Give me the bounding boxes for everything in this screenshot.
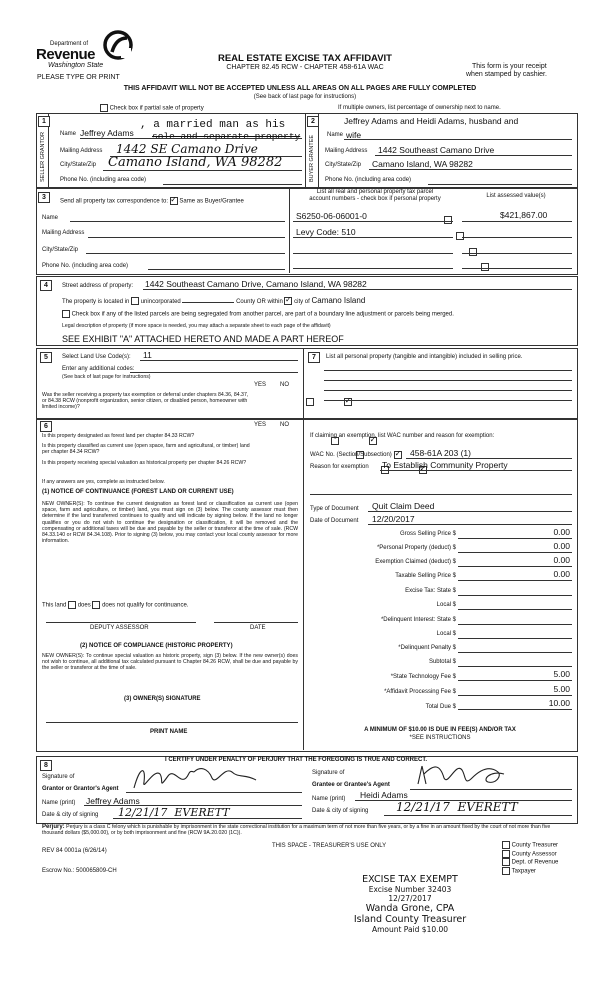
grantee-agent-label: Grantee or Grantee's Agent xyxy=(312,782,390,788)
section-5-number: 5 xyxy=(40,352,52,363)
stamp-line-4: Wanda Grone, CPA xyxy=(365,903,455,914)
stamp-line-3: 12/27/2017 xyxy=(388,894,432,903)
perjury-text: Perjury: Perjury is a class C felony which is punishable by imprisonment in the state correctional institution for a maximum term of not more than five years, or by a fine in an amount fixed by the court of not more than five thousand dollars ($5,000.00), or by both imprisonment and fine (RCW 9A.20.020 (1C)). xyxy=(42,824,551,837)
tax-value-1[interactable]: 0.00 xyxy=(553,541,570,551)
sec6-if-yes: If any answers are yes, complete as instructed below. xyxy=(42,479,165,485)
doc-date[interactable]: 12/20/2017 xyxy=(372,514,415,524)
tax-label-11: *Affidavit Processing Fee $ xyxy=(384,689,456,695)
seller-city[interactable]: Camano Island, WA 98282 xyxy=(108,155,283,170)
sec5-yes: YES xyxy=(254,382,267,388)
street-label: Street address of property: xyxy=(62,283,134,289)
copy-taxpayer: Taxpayer xyxy=(502,867,558,876)
dept-big: Revenue xyxy=(36,46,96,63)
personal-property-label: List all personal property (tangible and intangible) included in selling price. xyxy=(326,354,523,360)
grantor-name[interactable]: Jeffrey Adams xyxy=(86,796,140,806)
grantor-date-city[interactable]: 12/21/17 EVERETT xyxy=(118,806,230,819)
doc-type[interactable]: Quit Claim Deed xyxy=(372,501,435,511)
tax-label-7: Local $ xyxy=(436,631,456,637)
street-address[interactable]: 1442 Southeast Camano Drive, Camano Island, WA 98282 xyxy=(145,279,367,289)
owner-signature-label: (3) OWNER(S) SIGNATURE xyxy=(124,696,201,702)
buyer-address[interactable]: 1442 Southeast Camano Drive xyxy=(378,145,495,155)
grantee-signature xyxy=(410,760,510,790)
legal-desc-label: Legal description of property (if more space is needed, you may attach a separate sheet to each page of the affidavit) xyxy=(62,323,331,329)
please-type: PLEASE TYPE OR PRINT xyxy=(37,74,120,81)
section-2-number: 2 xyxy=(307,116,319,127)
tax-value-0[interactable]: 0.00 xyxy=(553,527,570,537)
copy-assessor: County Assessor xyxy=(502,850,558,859)
buyer-name-top[interactable]: Jeffrey Adams and Heidi Adams, husband and xyxy=(344,116,519,126)
escrow-number: 500065809-CH xyxy=(76,868,117,874)
exemption-claim: If claiming an exemption, list WAC number and reason for exemption: xyxy=(310,433,495,439)
copy-list xyxy=(502,841,558,875)
section-6-number: 6 xyxy=(40,421,52,432)
personal-property-checkbox-2[interactable] xyxy=(456,232,464,240)
grantee-date-label: Date & city of signing xyxy=(312,808,369,814)
buyer-side-label: BUYER GRANTEE xyxy=(309,134,315,182)
tax-label-10: *State Technology Fee $ xyxy=(390,674,456,680)
treasurer-stamp xyxy=(330,874,490,934)
corr-name-label: Name xyxy=(42,215,59,221)
buyer-city-label: City/State/Zip xyxy=(325,162,362,168)
treasurer-use-only: THIS SPACE - TREASURER'S USE ONLY xyxy=(272,843,387,849)
form-chapter: CHAPTER 82.45 RCW - CHAPTER 458-61A WAC xyxy=(226,64,384,71)
personal-property-checkbox-1[interactable] xyxy=(444,216,452,224)
tax-label-12: Total Due $ xyxy=(425,704,456,710)
buyer-name[interactable]: wife xyxy=(346,130,362,140)
tax-value-3[interactable]: 0.00 xyxy=(553,569,570,579)
section-7-number: 7 xyxy=(308,352,320,363)
sec6-q2-no[interactable] xyxy=(394,451,402,459)
sec6-no: NO xyxy=(280,422,289,428)
notice-1-title: (1) NOTICE OF CONTINUANCE (FOREST LAND OR CURRENT USE) xyxy=(42,489,234,495)
tax-label-2: Exemption Claimed (deduct) $ xyxy=(375,559,456,565)
stamp-line-2: Excise Number 32403 xyxy=(368,885,452,894)
see-back: (See back of last page for instructions) xyxy=(253,94,357,100)
notice-1-text: NEW OWNER(S): To continue the current designation as forest land or classification as current use (open space, farm and agriculture, or timber) land, you must sign on (3) below. The county assessor must then determine if the land transferred continues to qualify and will indicate by signing below. If the land no longer qualifies or you do not wish to continue the designation or classification, it will be removed and the compensating or additional taxes will be due and payable by the seller or transferor at the time of sale. (RCW 84.33.140 or RCW 84.34.108). Prior to signing (3) below, you may contact your local county assessor for more information. xyxy=(42,501,298,545)
grantee-name-label: Name (print) xyxy=(312,796,346,802)
grantor-name-label: Name (print) xyxy=(42,800,76,806)
tax-value-10[interactable]: 5.00 xyxy=(553,669,570,679)
copy-revenue-checkbox[interactable] xyxy=(502,858,510,866)
unincorporated-checkbox[interactable] xyxy=(131,297,139,305)
tax-label-1: *Personal Property (deduct) $ xyxy=(376,545,456,551)
seller-name[interactable]: Jeffrey Adams xyxy=(80,128,134,138)
within-city-checkbox[interactable] xyxy=(284,297,292,305)
city-name[interactable]: Camano Island xyxy=(311,296,366,305)
revenue-logo xyxy=(36,30,131,72)
sec6-q1: Is this property designated as forest land per chapter 84.33 RCW? xyxy=(42,433,195,439)
multiple-owners: If multiple owners, list percentage of ownership next to name. xyxy=(338,105,501,111)
grantee-date-city[interactable]: 12/21/17 EVERETT xyxy=(396,800,518,814)
reason-label: Reason for exemption xyxy=(310,464,369,470)
seller-side-label: SELLER GRANTOR xyxy=(40,131,46,182)
deputy-assessor: DEPUTY ASSESSOR xyxy=(90,625,149,631)
copy-taxpayer-checkbox[interactable] xyxy=(502,867,510,875)
seller-name-suffix: , a married man as his xyxy=(140,119,286,131)
levy-code[interactable]: Levy Code: 510 xyxy=(296,227,356,237)
minimum-due: A MINIMUM OF $10.00 IS DUE IN FEE(S) AND/OR TAX xyxy=(364,727,516,733)
tax-label-9: Subtotal $ xyxy=(428,659,456,665)
segregated-line: Check box if any of the listed parcels are being segregated from another parcel, are part of a boundary line adjustment or parcels being merged. xyxy=(62,310,454,319)
parcel-head-1: List all real and personal property tax parcel xyxy=(316,189,434,195)
escrow-line: Escrow No.: 500065809-CH xyxy=(42,868,117,874)
tax-label-8: *Delinquent Penalty $ xyxy=(398,645,456,651)
located-in: The property is located in unincorporated County OR within ✓ city of Camano Island xyxy=(62,297,365,306)
tax-value-11[interactable]: 5.00 xyxy=(553,684,570,694)
grantee-name[interactable]: Heidi Adams xyxy=(360,790,408,800)
partial-sale: Check box if partial sale of property xyxy=(100,104,204,113)
land-use-label: Select Land Use Code(s): xyxy=(62,354,131,360)
tax-label-3: Taxable Selling Price $ xyxy=(395,573,456,579)
land-use-code[interactable]: 11 xyxy=(143,350,152,360)
grantor-sig-label: Signature of xyxy=(42,774,75,780)
sec5-q1: Was the seller receiving a property tax exemption or deferral under chapters 84.36, 84.37, or 84.38 RCW (nonprofit organization, senior citizen, or disabled person, homeowner with limited income)? xyxy=(42,392,249,411)
parcel-1[interactable]: S6250-06-06001-0 xyxy=(296,211,367,221)
same-as-buyer-checkbox[interactable] xyxy=(170,197,178,205)
warning-line: THIS AFFIDAVIT WILL NOT BE ACCEPTED UNLESS ALL AREAS ON ALL PAGES ARE FULLY COMPLETED xyxy=(123,85,477,92)
grantor-date-label: Date & city of signing xyxy=(42,812,99,818)
land-does-not-checkbox[interactable] xyxy=(92,601,100,609)
corr-phone-label: Phone No. (including area code) xyxy=(42,263,129,269)
see-instructions: *SEE INSTRUCTIONS xyxy=(409,735,471,741)
assessed-value-1[interactable]: $421,867.00 xyxy=(500,210,548,220)
sec5-q1-no[interactable] xyxy=(344,398,352,406)
sec5-q1-yes[interactable] xyxy=(306,398,314,406)
assessor-date: DATE xyxy=(250,625,266,631)
tax-label-4: Excise Tax: State $ xyxy=(405,588,456,594)
receipt-line-1: This form is your receipt xyxy=(472,63,547,70)
copy-treasurer-checkbox[interactable] xyxy=(502,841,510,849)
seller-addr-label: Mailing Address xyxy=(60,148,103,154)
sec6-yes: YES xyxy=(254,422,267,428)
print-name-label: PRINT NAME xyxy=(150,729,188,735)
form-title: REAL ESTATE EXCISE TAX AFFIDAVIT xyxy=(217,53,392,64)
sec6-q3: Is this property receiving special valuation as historical property per chapter 84.26 RCW? xyxy=(42,460,247,466)
grantor-agent-label: Grantor or Grantor's Agent xyxy=(42,786,119,792)
segregated-checkbox[interactable] xyxy=(62,310,70,318)
seller-name-label: Name xyxy=(60,131,77,137)
tax-label-5: Local $ xyxy=(436,602,456,608)
rev-number: REV 84 0001a (6/26/14) xyxy=(42,848,107,854)
dept-small: Department of xyxy=(50,41,89,47)
this-land: This land does does not qualify for continuance. xyxy=(42,602,189,609)
seller-city-label: City/State/Zip xyxy=(60,162,97,168)
certify-line: I CERTIFY UNDER PENALTY OF PERJURY THAT THE FOREGOING IS TRUE AND CORRECT. xyxy=(165,757,428,763)
sec6-q2: Is this property classified as current use (open space, farm and agricultural, or timber) land per chapter 84.34 RCW? xyxy=(42,443,250,456)
wac-number[interactable]: 458-61A 203 (1) xyxy=(410,448,471,458)
stamp-line-6: Amount Paid $10.00 xyxy=(371,925,449,934)
corr-city-label: City/State/Zip xyxy=(42,247,79,253)
buyer-city[interactable]: Camano Island, WA 98282 xyxy=(372,159,473,169)
section-4-number: 4 xyxy=(40,280,52,291)
additional-codes: Enter any additional codes: xyxy=(62,366,135,372)
doc-date-label: Date of Document xyxy=(310,518,359,524)
correspondence-label: Send all property tax correspondence to: ✓ Same as Buyer/Grantee xyxy=(60,197,244,206)
grantor-signature xyxy=(128,762,268,794)
value-head: List assessed value(s) xyxy=(486,193,546,199)
copy-assessor-checkbox[interactable] xyxy=(502,850,510,858)
notice-2-text: NEW OWNER(S): To continue special valuation as historic property, sign (3) below. If the new owner(s) does not wish to continue, all additional tax calculated pursuant to Chapter 84.26 RCW, shall be due and payable by the seller or transferor at the time of sale. xyxy=(42,653,298,672)
seller-phone-label: Phone No. (including area code) xyxy=(60,177,147,183)
revenue-swirl-icon xyxy=(103,30,133,60)
seller-name-suffix-2: sole and separate property xyxy=(152,131,301,142)
partial-sale-checkbox[interactable] xyxy=(100,104,108,112)
buyer-addr-label: Mailing Address xyxy=(325,148,368,154)
additional-see: (See back of last page for instructions) xyxy=(62,374,151,380)
personal-property-checkbox-3[interactable] xyxy=(469,248,477,256)
section-3-number: 3 xyxy=(38,192,50,203)
tax-label-6: *Delinquent Interest: State $ xyxy=(380,617,456,623)
parcel-head-2: account numbers - check box if personal property xyxy=(309,196,441,202)
land-does-checkbox[interactable] xyxy=(68,601,76,609)
stamp-line-5: Island County Treasurer xyxy=(353,914,467,925)
section-8-number: 8 xyxy=(40,760,52,771)
seller-address[interactable]: 1442 SE Camano Drive xyxy=(116,142,258,156)
tax-value-12[interactable]: 10.00 xyxy=(548,698,570,708)
sec5-no: NO xyxy=(280,382,289,388)
corr-addr-label: Mailing Address xyxy=(42,230,85,236)
doc-type-label: Type of Document xyxy=(310,506,359,512)
copy-treasurer: County Treasurer xyxy=(502,841,558,850)
dept-state: Washington State xyxy=(48,62,104,69)
tax-label-0: Gross Selling Price $ xyxy=(399,531,456,537)
notice-2-title: (2) NOTICE OF COMPLIANCE (HISTORIC PROPERTY) xyxy=(80,643,233,649)
buyer-name-label: Name xyxy=(327,132,344,138)
personal-property-checkbox-4[interactable] xyxy=(481,263,489,271)
wac-label: WAC No. (Section/Subsection) xyxy=(310,452,392,458)
exhibit-line[interactable]: SEE EXHIBIT "A" ATTACHED HERETO AND MADE A PART HEREOF xyxy=(62,334,344,344)
copy-revenue: Dept. of Revenue xyxy=(502,858,558,867)
tax-value-2[interactable]: 0.00 xyxy=(553,555,570,565)
receipt-line-2: when stamped by cashier. xyxy=(466,71,547,78)
buyer-phone-label: Phone No. (including area code) xyxy=(325,177,412,183)
exemption-reason[interactable]: To Establish Community Property xyxy=(382,460,508,470)
stamp-line-1: EXCISE TAX EXEMPT xyxy=(362,874,458,885)
grantee-sig-label: Signature of xyxy=(312,770,345,776)
section-1-number: 1 xyxy=(38,116,50,127)
